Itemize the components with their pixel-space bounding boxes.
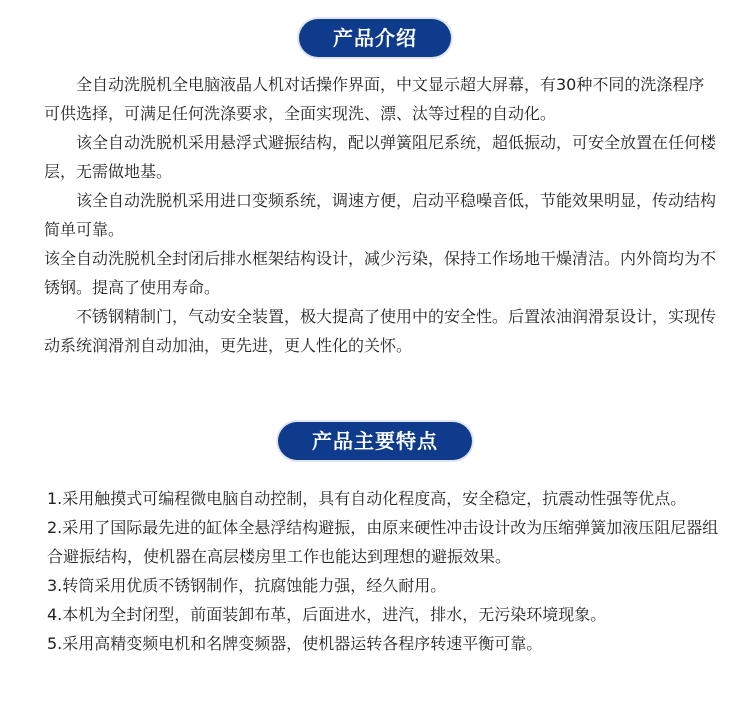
features-list [47,484,719,658]
section-title-product-intro: 产品介绍 [299,19,451,57]
feature-item: 3.转筒采用优质不锈钢制作，抗腐蚀能力强，经久耐用。 [47,576,447,595]
intro-text-block [44,70,716,360]
intro-paragraph: 全自动洗脱机全电脑液晶人机对话操作界面，中文显示超大屏幕，有30种不同的洗涤程序可供选择，可满足任何洗涤要求，全面实现洗、漂、汰等过程的自动化。 [44,75,705,123]
section-title-main-features: 产品主要特点 [278,422,472,460]
intro-paragraph: 不锈钢精制门，气动安全装置，极大提高了使用中的安全性。后置浓油润滑泵设计，实现传动系统润滑剂自动加油，更先进，更人性化的关怀。 [44,307,717,355]
intro-paragraph: 该全自动洗脱机采用悬浮式避振结构，配以弹簧阻尼系统，超低振动，可安全放置在任何楼层，无需做地基。 [44,133,717,181]
intro-paragraph: 该全自动洗脱机全封闭后排水框架结构设计，减少污染，保持工作场地干燥清洁。内外筒均为不锈钢。提高了使用寿命。 [44,249,717,297]
feature-item: 5.采用高精变频电机和名牌变频器，使机器运转各程序转速平衡可靠。 [47,634,543,653]
feature-item: 4.本机为全封闭型，前面装卸布革，后面进水，进汽，排水，无污染环境现象。 [47,605,607,624]
intro-paragraph: 该全自动洗脱机采用进口变频系统，调速方便，启动平稳噪音低，节能效果明显，传动结构简单可靠。 [44,191,717,239]
feature-item: 2.采用了国际最先进的缸体全悬浮结构避振，由原来硬性冲击设计改为压缩弹簧加液压阻尼器组合避振结构，使机器在高层楼房里工作也能达到理想的避振效果。 [47,518,719,566]
feature-item: 1.采用触摸式可编程微电脑自动控制，具有自动化程度高，安全稳定，抗震动性强等优点。 [47,489,687,508]
